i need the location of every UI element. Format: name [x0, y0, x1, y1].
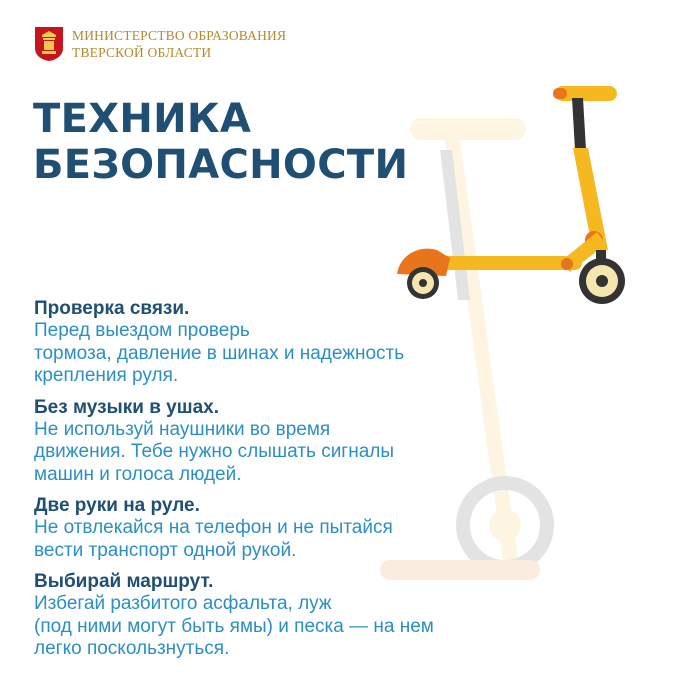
tip-line: движения. Тебе нужно слышать сигналы — [34, 441, 395, 462]
tip-line: вести транспорт одной рукой. — [34, 539, 297, 561]
tip-line: Не отвлекайся на телефон и не пытайся — [34, 517, 393, 538]
tip-text — [34, 419, 594, 487]
list-item — [34, 571, 594, 661]
tip-line: тормоза, давление в шинах и надежность — [34, 342, 405, 364]
ministry-line-2: ТВЕРСКОЙ ОБЛАСТИ — [72, 45, 212, 60]
tip-title: Без музыки в ушах. — [34, 396, 219, 418]
tip-line: Избегай разбитого асфальта, луж — [34, 593, 332, 614]
tip-line: машин и голоса людей. — [34, 463, 242, 485]
tip-title: Выбирай маршрут. — [34, 571, 214, 592]
list-item — [34, 495, 594, 562]
tip-line: Перед выездом проверь — [34, 320, 250, 341]
title-line-1: ТЕХНИКА — [33, 96, 252, 142]
tip-text — [34, 593, 594, 661]
tip-line: легко поскользнуться. — [34, 638, 230, 659]
list-item — [34, 298, 594, 388]
tip-title: Проверка связи. — [34, 298, 190, 319]
tip-title: Две руки на руле. — [34, 495, 200, 516]
tip-line: Не используй наушники во время — [34, 418, 331, 440]
safety-tips-list — [34, 298, 594, 670]
tip-line: (под ними могут быть ямы) и песка — на нем — [34, 615, 434, 637]
tip-text — [34, 517, 594, 562]
ministry-line-1: МИНИСТЕРСТВО ОБРАЗОВАНИЯ — [72, 28, 287, 43]
title-line-2: БЕЗОПАСНОСТИ — [33, 142, 409, 188]
tip-line: крепления руля. — [34, 365, 179, 386]
list-item — [34, 397, 594, 487]
tip-text — [34, 320, 594, 388]
